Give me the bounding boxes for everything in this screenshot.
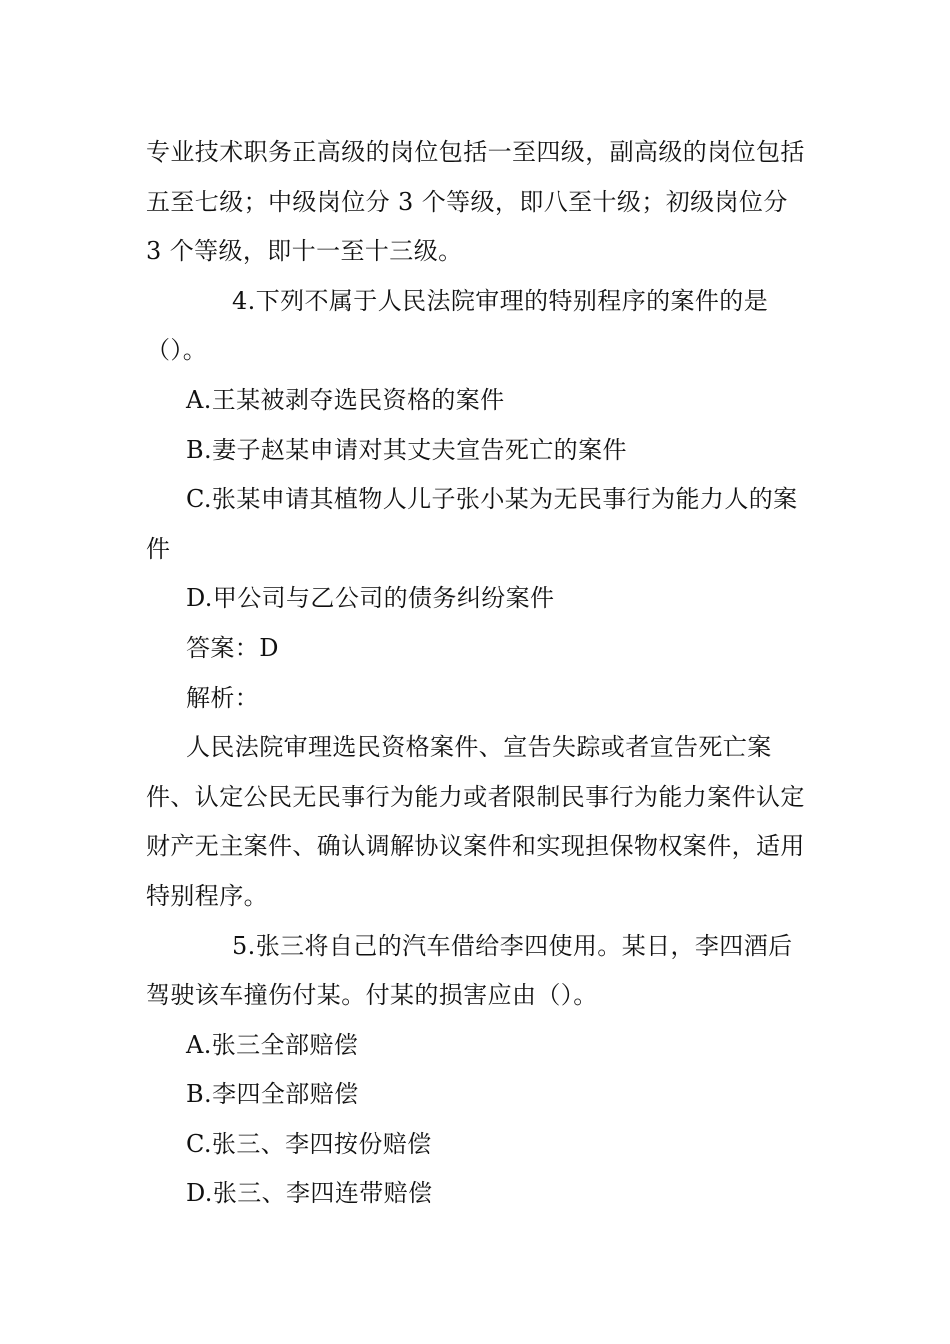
question-4-option-c: C.张某申请其植物人儿子张小某为无民事行为能力人的案件 [146,485,798,563]
question-4-stem: 4.下列不属于人民法院审理的特别程序的案件的是（）。 [146,286,769,365]
question-4-option-d: D.甲公司与乙公司的债务纠纷案件 [186,584,555,613]
question-4-option-a: A.王某被剥夺选民资格的案件 [186,385,505,414]
question-5-option-a: A.张三全部赔偿 [186,1030,359,1059]
question-5-option-c: C.张三、李四按份赔偿 [186,1129,432,1158]
document-body [146,128,810,1219]
question-5-option-b: B.李四全部赔偿 [186,1080,359,1109]
question-4-analysis-label: 解析： [186,683,260,712]
paragraph-job-levels: 专业技术职务正高级的岗位包括一至四级，副高级的岗位包括五至七级；中级岗位分 3 个等级，即八至十级；初级岗位分 3 个等级，即十一至十三级。 [146,138,805,266]
question-4-analysis-text: 人民法院审理选民资格案件、宣告失踪或者宣告死亡案件、认定公民无民事行为能力或者限制民事行为能力案件认定财产无主案件、确认调解协议案件和实现担保物权案件，适用特别程序。 [146,733,805,910]
question-5-stem: 5.张三将自己的汽车借给李四使用。某日，李四酒后驾驶该车撞伤付某。付某的损害应由（）。 [146,931,793,1010]
question-4-option-b: B.妻子赵某申请对其丈夫宣告死亡的案件 [186,435,627,464]
question-5-option-d: D.张三、李四连带赔偿 [186,1179,433,1208]
question-4-answer: 答案：D [186,633,279,662]
